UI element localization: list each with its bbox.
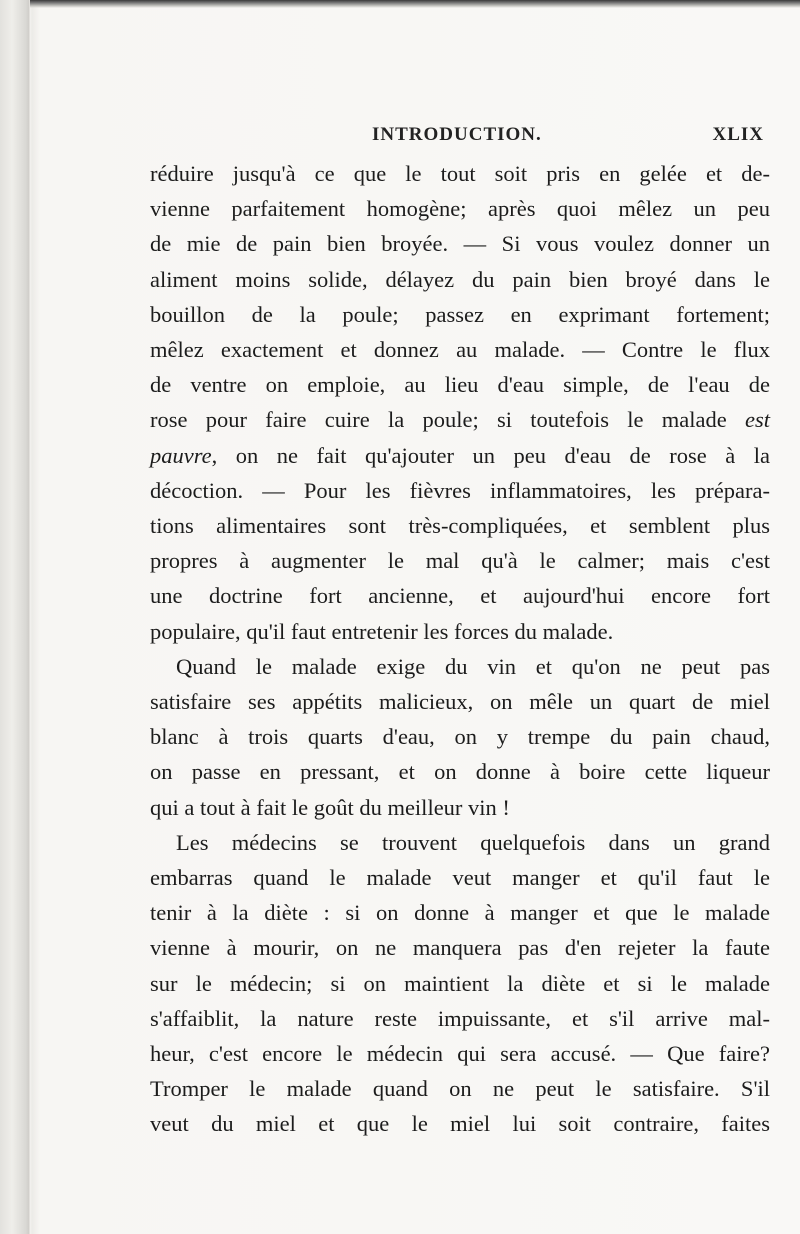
text-line: Quand le malade exige du vin et qu'on ne peut pas	[176, 653, 770, 679]
italic-text: est	[745, 407, 771, 433]
text-line: réduire jusqu'à ce que le tout soit pris en gelée et de-	[150, 161, 770, 186]
text-segment: rose pour faire cuire la poule; si toutefois le malade	[150, 407, 727, 433]
text-line: décoction. — Pour les fièvres inflammatoires, les prépara-	[150, 477, 770, 503]
text-line: Tromper le malade quand on ne peut le satisfaire. S'il	[150, 1076, 770, 1102]
paragraph-1	[150, 156, 770, 649]
text-line: satisfaire ses appétits malicieux, on mêle un quart de miel	[150, 689, 770, 715]
italic-text: pauvre	[150, 442, 212, 468]
page-number: XLIX	[712, 124, 764, 145]
running-header	[150, 112, 770, 146]
text-line: tenir à la diète : si on donne à manger et que le malade	[150, 900, 770, 926]
text-line: s'affaiblit, la nature reste impuissante, et s'il arrive mal-	[150, 1005, 770, 1031]
body-text	[150, 156, 770, 1142]
text-line: vienne à mourir, on ne manquera pas d'en rejeter la faute	[150, 935, 770, 961]
text-line: une doctrine fort ancienne, et aujourd'hui encore fort	[150, 583, 770, 609]
paragraph-2	[150, 649, 770, 825]
text-segment: , on ne fait qu'ajouter un peu d'eau de rose à la	[211, 442, 770, 468]
text-line: veut du miel et que le miel lui soit contraire, faites	[150, 1111, 770, 1137]
text-line	[150, 402, 770, 437]
text-line: blanc à trois quarts d'eau, on y trempe du pain chaud,	[150, 724, 770, 750]
text-line: embarras quand le malade veut manger et qu'il faut le	[150, 865, 770, 891]
text-line: de mie de pain bien broyée. — Si vous voulez donner un	[150, 231, 770, 257]
text-line: Les médecins se trouvent quelquefois dans un grand	[176, 829, 770, 855]
text-line: de ventre on emploie, au lieu d'eau simple, de l'eau de	[150, 372, 770, 398]
book-gutter	[0, 0, 30, 1234]
text-line: heur, c'est encore le médecin qui sera accusé. — Que faire?	[150, 1041, 770, 1067]
text-line: propres à augmenter le mal qu'à le calmer; mais c'est	[150, 548, 770, 574]
text-line: aliment moins solide, délayez du pain bien broyé dans le	[150, 266, 770, 292]
text-line: populaire, qu'il faut entretenir les forces du malade.	[150, 618, 614, 644]
text-line: bouillon de la poule; passez en exprimant fortement;	[150, 301, 770, 327]
text-line: vienne parfaitement homogène; après quoi mêlez un peu	[150, 196, 770, 222]
text-line: qui a tout à fait le goût du meilleur vin !	[150, 794, 510, 820]
running-title: INTRODUCTION.	[372, 124, 542, 145]
text-line: tions alimentaires sont très-compliquées, et semblent plus	[150, 513, 770, 539]
page-top-edge	[0, 0, 800, 8]
page-content	[150, 112, 770, 1142]
text-line	[150, 438, 770, 473]
text-line: on passe en pressant, et on donne à boire cette liqueur	[150, 759, 770, 785]
text-line: sur le médecin; si on maintient la diète et si le malade	[150, 970, 770, 996]
paragraph-3	[150, 825, 770, 1142]
text-line: mêlez exactement et donnez au malade. — Contre le flux	[150, 337, 770, 363]
